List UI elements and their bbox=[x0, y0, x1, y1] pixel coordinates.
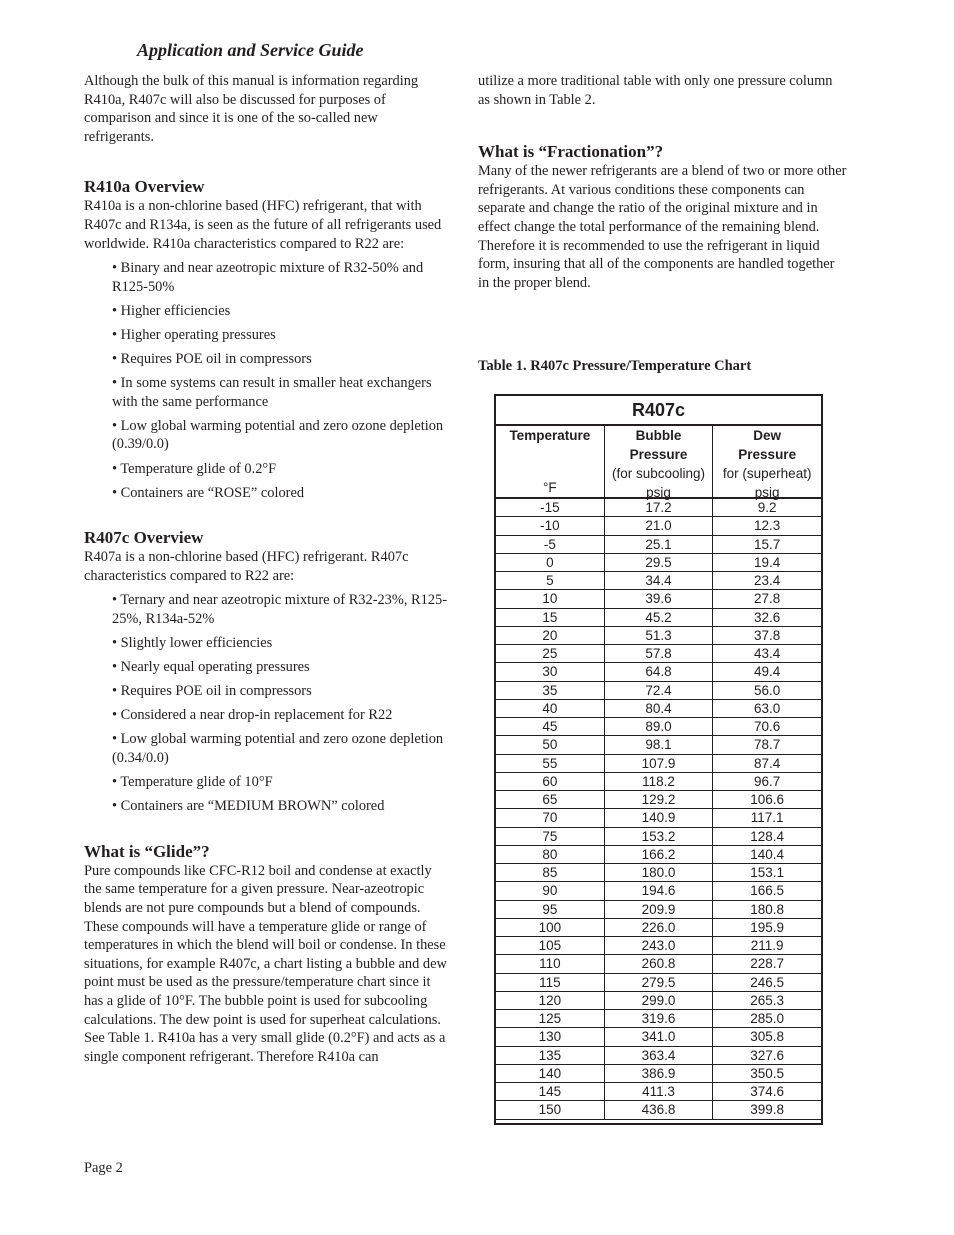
dew-pressure-cell: 305.8 bbox=[712, 1028, 821, 1046]
bubble-pressure-cell: 118.2 bbox=[604, 773, 713, 791]
header-bubble-pressure-label: Pressure bbox=[629, 447, 688, 462]
header-dew-pressure-label: Pressure bbox=[738, 447, 797, 462]
bubble-pressure-cell: 45.2 bbox=[604, 609, 713, 627]
table-row bbox=[496, 627, 821, 645]
bubble-pressure-cell: 98.1 bbox=[604, 736, 713, 754]
dew-pressure-cell: 15.7 bbox=[712, 536, 821, 554]
bubble-pressure-cell: 226.0 bbox=[604, 919, 713, 937]
temperature-cell: 45 bbox=[496, 718, 604, 736]
header-bubble-pressure bbox=[604, 426, 713, 500]
bubble-pressure-cell: 51.3 bbox=[604, 627, 713, 645]
bubble-pressure-cell: 21.0 bbox=[604, 517, 713, 535]
table-row bbox=[496, 882, 821, 900]
table-row bbox=[496, 809, 821, 827]
temperature-cell: 20 bbox=[496, 627, 604, 645]
bubble-pressure-cell: 363.4 bbox=[604, 1047, 713, 1065]
bubble-pressure-cell: 166.2 bbox=[604, 846, 713, 864]
glide-heading: What is “Glide”? bbox=[84, 841, 210, 861]
temperature-cell: 65 bbox=[496, 791, 604, 809]
temperature-cell: 15 bbox=[496, 609, 604, 627]
temperature-cell: 120 bbox=[496, 992, 604, 1010]
bubble-pressure-cell: 299.0 bbox=[604, 992, 713, 1010]
dew-pressure-cell: 211.9 bbox=[712, 937, 821, 955]
dew-pressure-cell: 70.6 bbox=[712, 718, 821, 736]
table-row bbox=[496, 609, 821, 627]
temperature-cell: 130 bbox=[496, 1028, 604, 1046]
bubble-pressure-cell: 107.9 bbox=[604, 755, 713, 773]
bubble-pressure-cell: 57.8 bbox=[604, 645, 713, 663]
table-row bbox=[496, 700, 821, 718]
bullet-item: • Requires POE oil in compressors bbox=[112, 683, 312, 700]
bullet-item: • Slightly lower efficiencies bbox=[112, 635, 273, 652]
bubble-pressure-cell: 411.3 bbox=[604, 1083, 713, 1101]
bullet-item: • Requires POE oil in compressors bbox=[112, 351, 312, 368]
dew-pressure-cell: 78.7 bbox=[712, 736, 821, 754]
header-bubble-label: Bubble bbox=[635, 428, 682, 443]
table-row bbox=[496, 1028, 821, 1046]
temperature-cell: 105 bbox=[496, 937, 604, 955]
table-row bbox=[496, 554, 821, 572]
bubble-pressure-cell: 243.0 bbox=[604, 937, 713, 955]
bubble-pressure-cell: 89.0 bbox=[604, 718, 713, 736]
table-row bbox=[496, 901, 821, 919]
dew-pressure-cell: 32.6 bbox=[712, 609, 821, 627]
dew-pressure-cell: 49.4 bbox=[712, 663, 821, 681]
table-header-row bbox=[496, 426, 821, 499]
r407c-bullet-list bbox=[84, 591, 450, 815]
bullet-item: • Nearly equal operating pressures bbox=[112, 659, 310, 676]
table-row bbox=[496, 1065, 821, 1083]
table-row bbox=[496, 536, 821, 554]
dew-pressure-cell: 195.9 bbox=[712, 919, 821, 937]
bubble-pressure-cell: 34.4 bbox=[604, 572, 713, 590]
header-dew-pressure bbox=[712, 426, 821, 500]
dew-pressure-cell: 23.4 bbox=[712, 572, 821, 590]
bullet-item: • Containers are “MEDIUM BROWN” colored bbox=[112, 798, 385, 815]
temperature-cell: 75 bbox=[496, 828, 604, 846]
temperature-cell: 40 bbox=[496, 700, 604, 718]
temperature-cell: 0 bbox=[496, 554, 604, 572]
bubble-pressure-cell: 129.2 bbox=[604, 791, 713, 809]
bubble-pressure-cell: 80.4 bbox=[604, 700, 713, 718]
temperature-cell: 150 bbox=[496, 1101, 604, 1119]
temperature-cell: 125 bbox=[496, 1010, 604, 1028]
table-row bbox=[496, 773, 821, 791]
left-column bbox=[84, 72, 450, 1066]
dew-pressure-cell: 285.0 bbox=[712, 1010, 821, 1028]
bullet-item: • Ternary and near azeotropic mixture of R32-23%, R125-25%, R134a-52% bbox=[112, 592, 448, 627]
glide-paragraph: Pure compounds like CFC-R12 boil and condense at exactly the same temperature for a given pressure. Near-azeotropic blends are not pure compounds but a blend of compounds. These compounds will have a temperature glide or range of temperatures in which the blend will boil or condense. In these situations, for example R407c, a chart listing a bubble and dew point must be used as the pressure/temperature chart since it has a glide of 10°F. The bubble point is used for subcooling calculations. The dew point is used for superheat calculations. See Table 1. R410a has a very small glide (0.2°F) and acts as a single component refrigerant. Therefore R410a can bbox=[84, 862, 447, 1065]
continued-paragraph: utilize a more traditional table with only one pressure column as shown in Table 2. bbox=[478, 73, 833, 108]
bubble-pressure-cell: 194.6 bbox=[604, 882, 713, 900]
table-row bbox=[496, 1101, 821, 1119]
dew-pressure-cell: 63.0 bbox=[712, 700, 821, 718]
temperature-cell: 50 bbox=[496, 736, 604, 754]
table-row bbox=[496, 828, 821, 846]
fractionation-paragraph: Many of the newer refrigerants are a blend of two or more other refrigerants. At various conditions these components can separate and change the ratio of the original mixture and in effect change the total performance of the remaining blend. Therefore it is recommended to use the refrigerant in liquid form, insuring that all of the components are handled together in the proper blend. bbox=[478, 163, 847, 291]
right-column bbox=[478, 72, 848, 292]
bubble-pressure-cell: 341.0 bbox=[604, 1028, 713, 1046]
header-temperature bbox=[496, 426, 604, 497]
bubble-pressure-cell: 436.8 bbox=[604, 1101, 713, 1119]
bullet-item: • Temperature glide of 0.2°F bbox=[112, 460, 277, 477]
dew-pressure-cell: 43.4 bbox=[712, 645, 821, 663]
dew-pressure-cell: 350.5 bbox=[712, 1065, 821, 1083]
temperature-cell: 90 bbox=[496, 882, 604, 900]
dew-pressure-cell: 117.1 bbox=[712, 809, 821, 827]
table-row bbox=[496, 846, 821, 864]
temperature-cell: 140 bbox=[496, 1065, 604, 1083]
table-row bbox=[496, 974, 821, 992]
fractionation-heading: What is “Fractionation”? bbox=[478, 142, 664, 162]
bubble-pressure-cell: 260.8 bbox=[604, 955, 713, 973]
temperature-cell: 10 bbox=[496, 590, 604, 608]
table-row bbox=[496, 992, 821, 1010]
table-row bbox=[496, 1083, 821, 1101]
header-bubble-note: (for subcooling) bbox=[611, 466, 706, 481]
table-row bbox=[496, 1010, 821, 1028]
header-dew-unit: psig bbox=[754, 485, 780, 500]
dew-pressure-cell: 87.4 bbox=[712, 755, 821, 773]
temperature-cell: 85 bbox=[496, 864, 604, 882]
dew-pressure-cell: 106.6 bbox=[712, 791, 821, 809]
bubble-pressure-cell: 386.9 bbox=[604, 1065, 713, 1083]
bullet-item: • Considered a near drop-in replacement for R22 bbox=[112, 707, 393, 724]
dew-pressure-cell: 327.6 bbox=[712, 1047, 821, 1065]
dew-pressure-cell: 56.0 bbox=[712, 682, 821, 700]
r407c-paragraph: R407a is a non-chlorine based (HFC) refrigerant. R407c characteristics compared to R22 are: bbox=[84, 549, 409, 584]
r410a-paragraph: R410a is a non-chlorine based (HFC) refrigerant, that with R407c and R134a, is seen as the future of all refrigerants used worldwide. R410a characteristics compared to R22 are: bbox=[84, 198, 442, 252]
temperature-cell: 60 bbox=[496, 773, 604, 791]
temperature-cell: 110 bbox=[496, 955, 604, 973]
table-row bbox=[496, 791, 821, 809]
table-body bbox=[496, 499, 821, 1120]
bullet-item: • Higher operating pressures bbox=[112, 326, 276, 343]
temperature-cell: 5 bbox=[496, 572, 604, 590]
header-dew-label: Dew bbox=[753, 428, 782, 443]
table-row bbox=[496, 955, 821, 973]
bubble-pressure-cell: 209.9 bbox=[604, 901, 713, 919]
temperature-cell: 55 bbox=[496, 755, 604, 773]
dew-pressure-cell: 140.4 bbox=[712, 846, 821, 864]
dew-pressure-cell: 374.6 bbox=[712, 1083, 821, 1101]
dew-pressure-cell: 128.4 bbox=[712, 828, 821, 846]
temperature-cell: 25 bbox=[496, 645, 604, 663]
bullet-item: • Low global warming potential and zero ozone depletion (0.34/0.0) bbox=[112, 731, 444, 767]
r410a-heading: R410a Overview bbox=[84, 177, 205, 197]
bubble-pressure-cell: 64.8 bbox=[604, 663, 713, 681]
table-row bbox=[496, 517, 821, 535]
header-temperature-label: Temperature bbox=[509, 428, 591, 443]
header-bubble-unit: psig bbox=[646, 485, 671, 500]
intro-paragraph: Although the bulk of this manual is information regarding R410a, R407c will also be discussed for purposes of comparison and since it is one of the so-called new refrigerants. bbox=[84, 73, 419, 145]
temperature-cell: 80 bbox=[496, 846, 604, 864]
bubble-pressure-cell: 180.0 bbox=[604, 864, 713, 882]
bubble-pressure-cell: 279.5 bbox=[604, 974, 713, 992]
dew-pressure-cell: 246.5 bbox=[712, 974, 821, 992]
temperature-cell: 145 bbox=[496, 1083, 604, 1101]
temperature-cell: 30 bbox=[496, 663, 604, 681]
table-row bbox=[496, 937, 821, 955]
dew-pressure-cell: 27.8 bbox=[712, 590, 821, 608]
temperature-cell: 95 bbox=[496, 901, 604, 919]
table-row bbox=[496, 645, 821, 663]
table-row bbox=[496, 919, 821, 937]
table-row bbox=[496, 590, 821, 608]
bullet-item: • Temperature glide of 10°F bbox=[112, 774, 273, 791]
dew-pressure-cell: 153.1 bbox=[712, 864, 821, 882]
temperature-cell: -10 bbox=[496, 517, 604, 535]
temperature-cell: 100 bbox=[496, 919, 604, 937]
bubble-pressure-cell: 39.6 bbox=[604, 590, 713, 608]
temperature-cell: -5 bbox=[496, 536, 604, 554]
table-row bbox=[496, 736, 821, 754]
bullet-item: • Higher efficiencies bbox=[112, 302, 231, 319]
bubble-pressure-cell: 153.2 bbox=[604, 828, 713, 846]
table-row bbox=[496, 499, 821, 517]
r407c-heading: R407c Overview bbox=[84, 528, 204, 548]
temperature-cell: 135 bbox=[496, 1047, 604, 1065]
dew-pressure-cell: 19.4 bbox=[712, 554, 821, 572]
dew-pressure-cell: 265.3 bbox=[712, 992, 821, 1010]
table-row bbox=[496, 1047, 821, 1065]
table-caption: Table 1. R407c Pressure/Temperature Chart bbox=[478, 358, 752, 374]
table-row bbox=[496, 663, 821, 681]
dew-pressure-cell: 180.8 bbox=[712, 901, 821, 919]
dew-pressure-cell: 228.7 bbox=[712, 955, 821, 973]
header-dew-note: for (superheat) bbox=[722, 466, 812, 481]
temperature-cell: 115 bbox=[496, 974, 604, 992]
r410a-bullet-list bbox=[84, 259, 450, 502]
dew-pressure-cell: 399.8 bbox=[712, 1101, 821, 1119]
table-row bbox=[496, 718, 821, 736]
running-header: Application and Service Guide bbox=[137, 40, 364, 60]
table-row bbox=[496, 682, 821, 700]
table-row bbox=[496, 864, 821, 882]
dew-pressure-cell: 12.3 bbox=[712, 517, 821, 535]
dew-pressure-cell: 37.8 bbox=[712, 627, 821, 645]
bullet-item: • Low global warming potential and zero ozone depletion (0.39/0.0) bbox=[112, 417, 444, 453]
dew-pressure-cell: 9.2 bbox=[712, 499, 821, 517]
temperature-cell: -15 bbox=[496, 499, 604, 517]
bullet-item: • Binary and near azeotropic mixture of R32-50% and R125-50% bbox=[112, 260, 424, 295]
bubble-pressure-cell: 72.4 bbox=[604, 682, 713, 700]
bullet-item: • Containers are “ROSE” colored bbox=[112, 484, 305, 501]
temperature-cell: 35 bbox=[496, 682, 604, 700]
pressure-temperature-table bbox=[494, 394, 823, 1125]
bubble-pressure-cell: 25.1 bbox=[604, 536, 713, 554]
bullet-item: • In some systems can result in smaller heat exchangers with the same performance bbox=[112, 375, 432, 410]
bubble-pressure-cell: 140.9 bbox=[604, 809, 713, 827]
page-number: Page 2 bbox=[84, 1160, 123, 1176]
bubble-pressure-cell: 17.2 bbox=[604, 499, 713, 517]
header-temperature-unit: °F bbox=[543, 480, 557, 495]
bubble-pressure-cell: 319.6 bbox=[604, 1010, 713, 1028]
temperature-cell: 70 bbox=[496, 809, 604, 827]
table-row bbox=[496, 572, 821, 590]
table-row bbox=[496, 755, 821, 773]
dew-pressure-cell: 96.7 bbox=[712, 773, 821, 791]
dew-pressure-cell: 166.5 bbox=[712, 882, 821, 900]
bubble-pressure-cell: 29.5 bbox=[604, 554, 713, 572]
table-title: R407c bbox=[496, 396, 821, 426]
